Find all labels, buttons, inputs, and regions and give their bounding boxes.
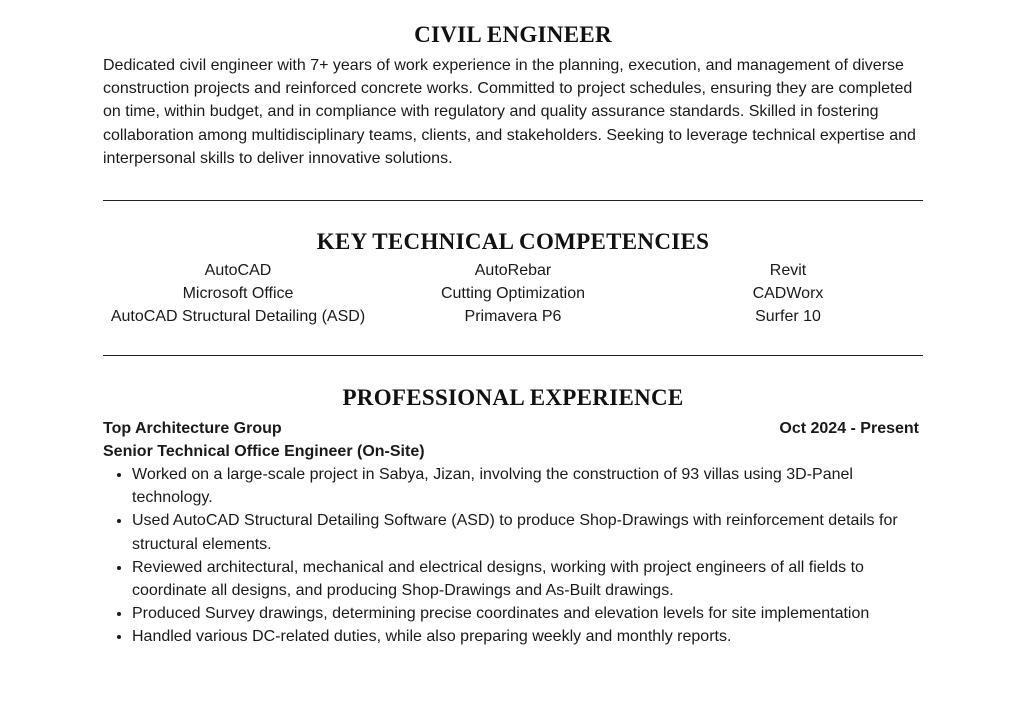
competencies-column-1: [103, 259, 373, 329]
job-bullet: • Produced Survey drawings, determining precise coordinates and elevation levels for site implementation: [132, 602, 923, 625]
job-bullet: • Worked on a large-scale project in Sabya, Jizan, involving the construction of 93 villas using 3D-Panel technology.: [132, 463, 923, 509]
summary-title: CIVIL ENGINEER: [414, 22, 612, 47]
resume-page: [103, 20, 923, 649]
job-dates: Oct 2024 - Present: [779, 419, 919, 437]
job-entry: [103, 417, 923, 649]
competency-item: Primavera P6: [464, 308, 562, 326]
job-bullet: • Used AutoCAD Structural Detailing Software (ASD) to produce Shop-Drawings with reinforcement details for structural elements.: [132, 509, 923, 555]
competency-item: AutoCAD: [204, 262, 272, 280]
job-header: [103, 417, 923, 440]
competency-item: AutoCAD Structural Detailing (ASD): [110, 308, 366, 326]
competencies-title: KEY TECHNICAL COMPETENCIES: [316, 229, 710, 255]
competency-item: Cutting Optimization: [440, 285, 586, 303]
competencies-column-2: [373, 259, 653, 329]
job-company: Top Architecture Group: [103, 419, 282, 437]
summary-text: Dedicated civil engineer with 7+ years of work experience in the planning, execution, and management of diverse construction projects and reinforced concrete works. Committed to project schedules, ensuring they are completed on time, within budget, and in compliance with regulatory and quality assurance standards. Skilled in fostering collaboration among multidisciplinary teams, clients, and stakeholders. Seeking to leverage technical expertise and interpersonal skills to deliver innovative solutions.: [103, 57, 916, 167]
competency-item: Revit: [769, 262, 807, 280]
job-bullet: • Handled various DC-related duties, while also preparing weekly and monthly reports.: [132, 625, 923, 648]
job-role: Senior Technical Office Engineer (On-Site): [103, 442, 425, 460]
job-bullets: [103, 463, 923, 649]
competency-item: Microsoft Office: [182, 285, 294, 303]
experience-title: PROFESSIONAL EXPERIENCE: [342, 384, 684, 410]
competencies-grid: [103, 259, 923, 329]
competency-item: Surfer 10: [755, 308, 821, 326]
competency-item: CADWorx: [752, 285, 824, 303]
competency-item: AutoRebar: [474, 262, 552, 280]
competencies-column-3: [653, 259, 923, 329]
job-bullet: • Reviewed architectural, mechanical and electrical designs, working with project engineers of all fields to coordinate all designs, and producing Shop-Drawings and As-Built drawings.: [132, 556, 923, 602]
section-divider: [103, 200, 923, 201]
section-divider: [103, 355, 923, 356]
